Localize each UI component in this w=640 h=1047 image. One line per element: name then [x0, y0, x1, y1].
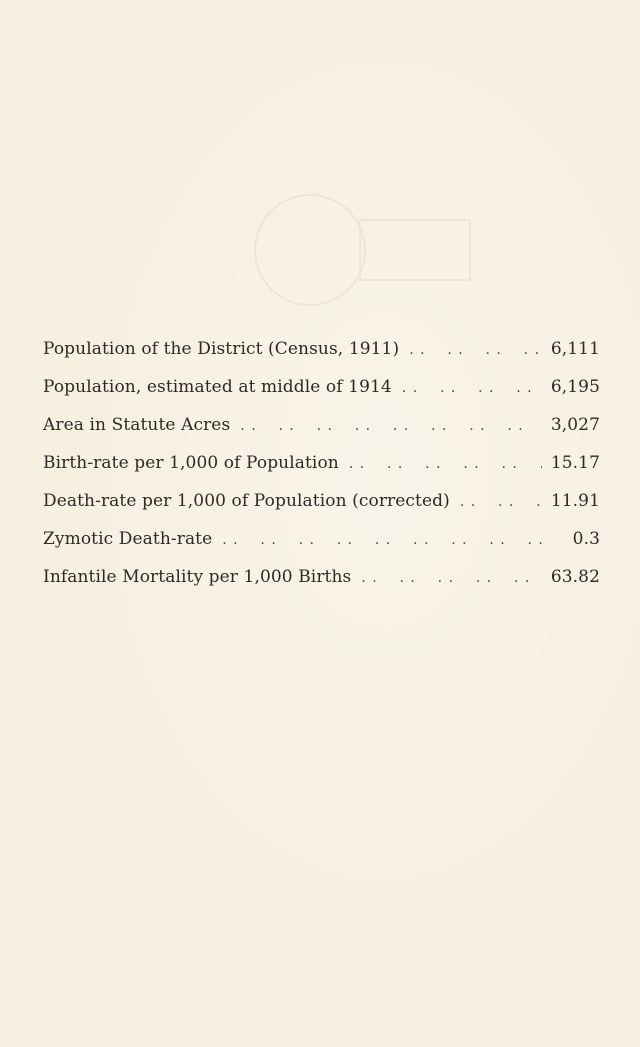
dot-leader: [399, 342, 542, 358]
vital-statistics-table: [43, 339, 600, 605]
stat-row-area: [43, 415, 600, 453]
stat-label: Death-rate per 1,000 of Population (corrected): [43, 491, 450, 511]
stat-value: 15.17: [550, 453, 600, 473]
stat-value: 3,027: [550, 415, 600, 435]
stat-label: Birth-rate per 1,000 of Population: [43, 453, 339, 473]
stat-label: Infantile Mortality per 1,000 Births: [43, 567, 352, 587]
stat-label: Area in Statute Acres: [43, 415, 231, 435]
stat-value: 6,111: [550, 339, 600, 359]
stat-label: Population, estimated at middle of 1914: [43, 377, 392, 397]
stat-value: 0.3: [572, 529, 600, 549]
dot-leader: [339, 456, 542, 472]
stat-label: Population of the District (Census, 1911): [43, 339, 400, 359]
stat-row-infantile-mortality: [43, 567, 600, 605]
stat-value: 11.91: [550, 491, 600, 511]
dot-leader: [351, 570, 542, 586]
stat-value: 63.82: [550, 567, 600, 587]
stat-value: 6,195: [550, 377, 600, 397]
dot-leader: [230, 418, 542, 434]
stat-row-estimated-population: [43, 377, 600, 415]
stat-row-death-rate: [43, 491, 600, 529]
stat-row-census-population: [43, 339, 600, 377]
stat-label: Zymotic Death-rate: [43, 529, 213, 549]
dot-leader: [450, 494, 542, 510]
dot-leader: [212, 532, 542, 548]
stat-row-zymotic-death-rate: [43, 529, 600, 567]
dot-leader: [392, 380, 542, 396]
faint-stamp-watermark: [250, 180, 480, 330]
stat-row-birth-rate: [43, 453, 600, 491]
